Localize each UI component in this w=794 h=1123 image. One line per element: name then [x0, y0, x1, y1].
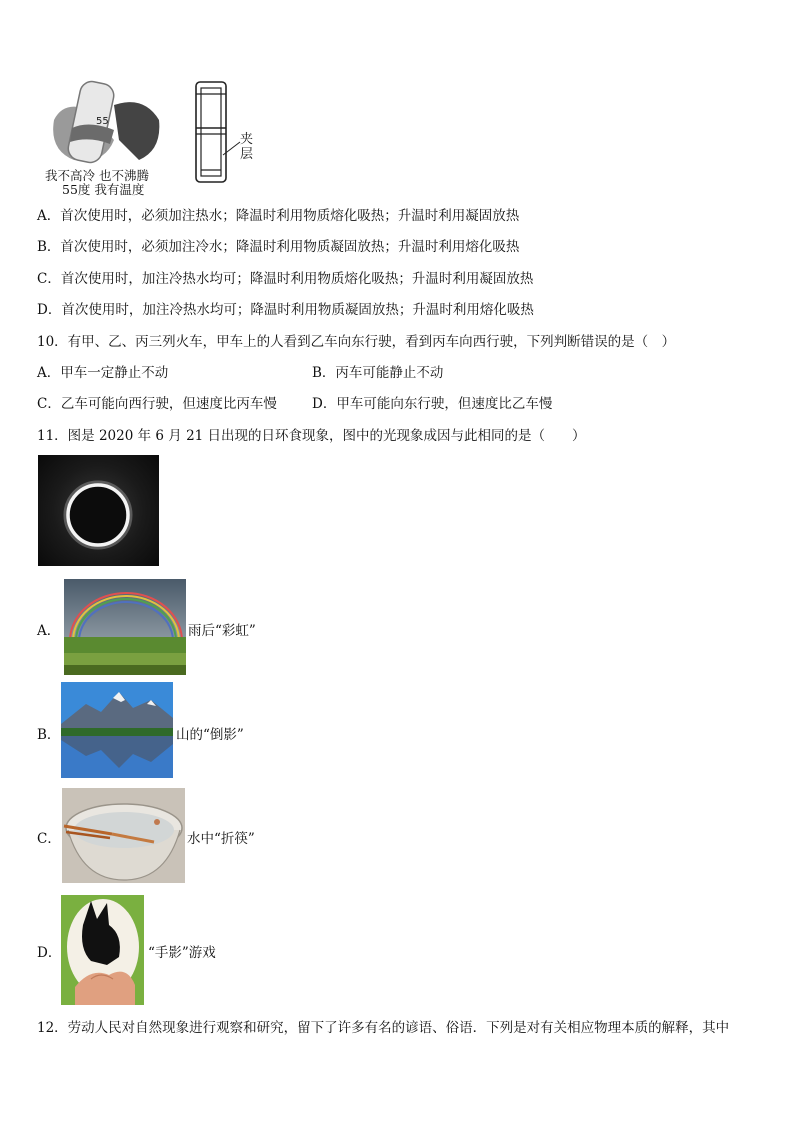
- q10-option-a: A．甲车一定静止不动: [37, 365, 169, 381]
- bowl-illustration: [62, 788, 185, 883]
- q12-stem: 12．劳动人民对自然现象进行观察和研究，留下了许多有名的谚语、俗语．下列是对有关相应物理本质的解释，其中: [37, 1020, 730, 1036]
- mountain-illustration: [61, 682, 173, 778]
- rainbow-illustration: [64, 579, 186, 675]
- q11-option-c-letter: C．: [37, 831, 61, 847]
- q11-option-b-text: 山的“倒影”: [176, 727, 244, 743]
- cup-number: 55: [96, 116, 109, 127]
- q9-option-b: B．首次使用时，必须加注冷水；降温时利用物质凝固放热；升温时利用熔化吸热: [37, 239, 520, 255]
- cup-caption-line1: 我不高冷 也不沸腾: [45, 168, 149, 183]
- eclipse-ring: [38, 455, 159, 566]
- cup-caption-line2: 55度 我有温度: [62, 182, 145, 197]
- q11-option-a-text: 雨后“彩虹”: [188, 623, 256, 639]
- solar-eclipse-photo: [38, 455, 159, 566]
- section-label-2: 层: [240, 147, 254, 162]
- q9-option-d: D．首次使用时，加注冷热水均可；降温时利用物质凝固放热；升温时利用熔化吸热: [37, 302, 534, 318]
- cross-section-diagram: [190, 80, 265, 184]
- q11-option-c-text: 水中“折筷”: [187, 831, 255, 847]
- mountain-reflection-photo: [61, 682, 173, 778]
- hand-shadow-photo: [61, 895, 144, 1005]
- q11-option-d-letter: D．: [37, 945, 62, 961]
- cup-photo: [44, 80, 169, 170]
- chopsticks-bowl-photo: [62, 788, 185, 883]
- hand-shadow-illustration: [61, 895, 144, 1005]
- q9-option-a: A．首次使用时，必须加注热水；降温时利用物质熔化吸热；升温时利用凝固放热: [37, 208, 520, 224]
- q11-option-a-letter: A．: [37, 623, 61, 639]
- q10-stem: 10．有甲、乙、丙三列火车，甲车上的人看到乙车向东行驶，看到丙车向西行驶，下列判断错误的是（ ）: [37, 334, 676, 350]
- q11-option-b-letter: B．: [37, 727, 61, 743]
- q9-option-c: C．首次使用时，加注冷热水均可；降温时利用物质熔化吸热；升温时利用凝固放热: [37, 271, 534, 287]
- cup-cross-section: [190, 80, 265, 184]
- hand-cup-illustration: [44, 80, 169, 170]
- q11-stem: 11．图是 2020 年 6 月 21 日出现的日环食现象，图中的光现象成因与此相同的是（ ）: [37, 428, 586, 444]
- rainbow-photo: [64, 579, 186, 675]
- q10-option-c: C．乙车可能向西行驶，但速度比丙车慢: [37, 396, 277, 412]
- section-label-1: 夹: [240, 132, 254, 147]
- q10-option-d: D．甲车可能向东行驶，但速度比乙车慢: [312, 396, 553, 412]
- q11-option-d-text: “手影”游戏: [148, 945, 216, 961]
- q10-option-b: B．丙车可能静止不动: [312, 365, 444, 381]
